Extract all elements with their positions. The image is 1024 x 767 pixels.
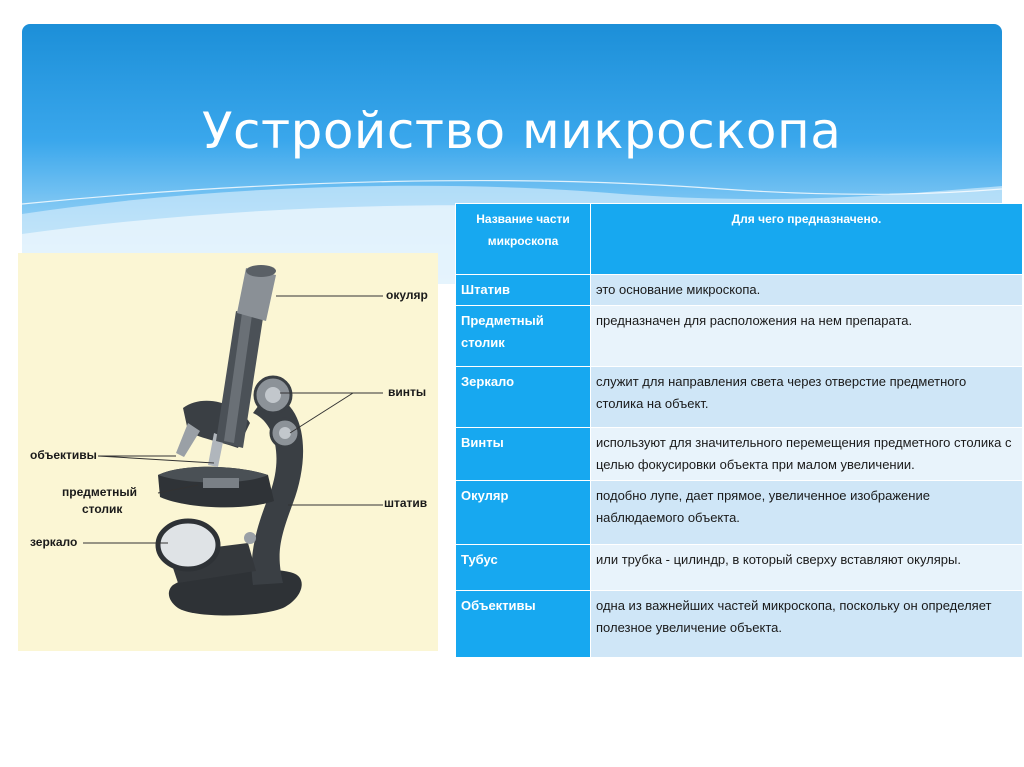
part-name: Зеркало [456,367,591,428]
part-name: Объективы [456,591,591,658]
page-title: Устройство микроскопа [202,102,842,160]
part-name: Окуляр [456,481,591,545]
label-stage-line1: предметный [62,485,138,499]
table-row [456,428,1023,481]
part-name: Винты [456,428,591,481]
table-row [456,275,1023,306]
label-ocular: окуляр [386,288,428,302]
table-header-row [456,204,1023,275]
label-objectives: объективы [30,448,97,462]
header-purpose: Для чего предназначено. [591,204,1023,275]
table-row [456,591,1023,658]
label-stand: штатив [384,496,428,510]
part-purpose: это основание микроскопа. [591,275,1023,306]
table-row [456,545,1023,591]
table-row [456,481,1023,545]
part-name: Предметный столик [456,306,591,367]
part-purpose: служит для направления света через отверстие предметного столика на объект. [591,367,1023,428]
label-mirror: зеркало [30,535,78,549]
table-row [456,367,1023,428]
microscope-parts-table [455,203,1023,658]
part-purpose: подобно лупе, дает прямое, увеличенное изображение наблюдаемого объекта. [591,481,1023,545]
part-purpose: или трубка - цилиндр, в который сверху вставляют окуляры. [591,545,1023,591]
header-part-name: Название части микроскопа [456,204,591,275]
part-purpose: предназначен для расположения на нем препарата. [591,306,1023,367]
label-screws: винты [388,385,427,399]
microscope-figure [18,253,438,651]
part-purpose: используют для значительного перемещения предметного столика с целью фокусировки объекта при малом увеличении. [591,428,1023,481]
label-stage-line2: столик [82,502,123,516]
table-row [456,306,1023,367]
part-name: Штатив [456,275,591,306]
part-name: Тубус [456,545,591,591]
part-purpose: одна из важнейших частей микроскопа, поскольку он определяет полезное увеличение объекта. [591,591,1023,658]
